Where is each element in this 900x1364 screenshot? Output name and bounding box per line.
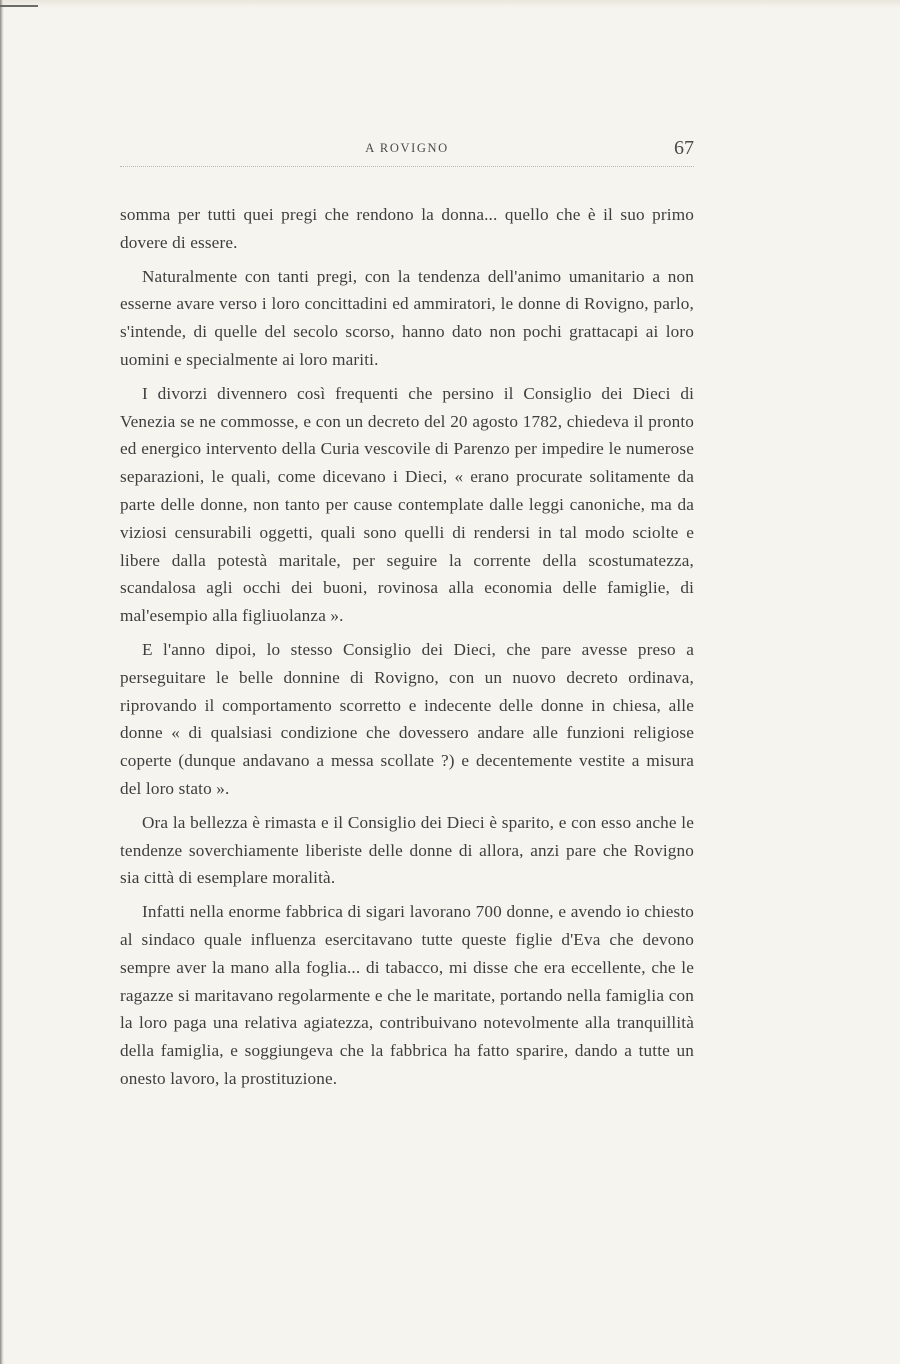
page-number: 67: [674, 137, 694, 159]
running-head: [120, 139, 694, 163]
paragraph-6: Infatti nella enorme fabbrica di sigari lavorano 700 donne, e avendo io chiesto al sindaco quale influenza esercitavano tutte queste figlie d'Eva che devono sempre aver la mano alla foglia... di tabacco, mi disse che era eccellente, che le ragazze si maritavano regolarmente e che le maritate, portando nella famiglia con la loro paga una relativa agiatezza, contribuivano notevolmente alla tranquillità della famiglia, e soggiungeva che la fabbrica ha fatto sparire, dando a tutte un onesto lavoro, la prostituzione.: [120, 902, 694, 1088]
paragraph-2: Naturalmente con tanti pregi, con la tendenza dell'animo umanitario a non esserne avare verso i loro concittadini ed ammiratori, le donne di Rovigno, parlo, s'intende, di quelle del secolo scorso, hanno dato non pochi grattacapi ai loro uomini e specialmente ai loro mariti.: [120, 266, 694, 369]
running-title: A ROVIGNO: [365, 141, 449, 155]
header-rule: [120, 166, 694, 167]
page-top-edge: [0, 0, 900, 8]
page-left-edge: [0, 0, 4, 1364]
paragraph-5: Ora la bellezza è rimasta e il Consiglio dei Dieci è sparito, e con esso anche le tendenze soverchiamente liberiste delle donne di allora, anzi pare che Rovigno sia città di esemplare moralità.: [120, 812, 694, 888]
body-text: [120, 201, 694, 1099]
paragraph-4: E l'anno dipoi, lo stesso Consiglio dei Dieci, che pare avesse preso a perseguitare le belle donnine di Rovigno, con un nuovo decreto ordinava, riprovando il comportamento scorretto e indecente delle donne in chiesa, alle donne « di qualsiasi condizione che dovessero andare alle funzioni religiose coperte (dunque andavano a messa scollate ?) e decentemente vestite a misura del loro stato ».: [120, 639, 694, 798]
paragraph-3: I divorzi divennero così frequenti che persino il Consiglio dei Dieci di Venezia se ne commosse, e con un decreto del 20 agosto 1782, chiedeva il pronto ed energico intervento della Curia vescovile di Parenzo per impedire le numerose separazioni, le quali, come dicevano i Dieci, « erano procurate solitamente da parte delle donne, non tanto per cause contemplate dalle leggi canoniche, ma da viziosi censurabili oggetti, quali sono quelli di rendersi in tal modo sciolte e libere dalla potestà maritale, per seguire la corrente della scostumatezza, scandalosa agli occhi dei buoni, rovinosa alla economia delle famiglie, di mal'esempio alla figliuolanza ».: [120, 383, 694, 626]
corner-mark: [0, 5, 38, 7]
paragraph-1: somma per tutti quei pregi che rendono la donna... quello che è il suo primo dovere di essere.: [120, 205, 694, 252]
